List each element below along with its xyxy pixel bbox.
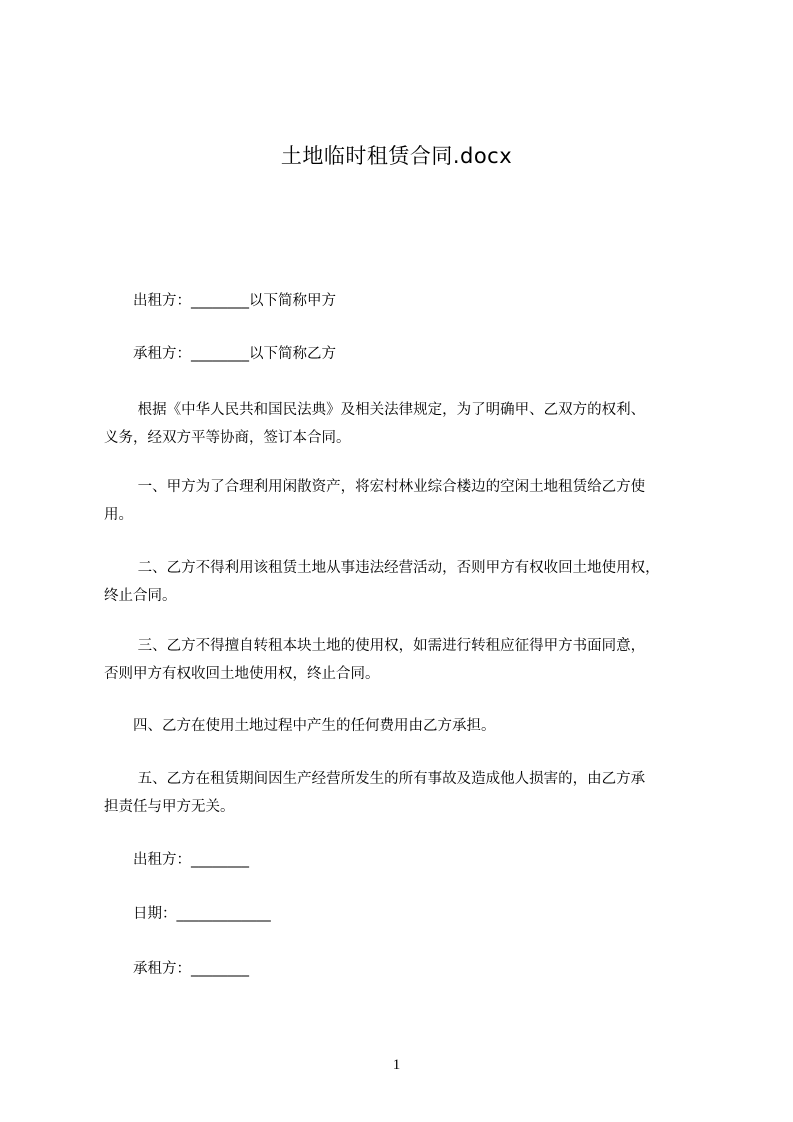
date-line: [104, 900, 704, 928]
paragraph-line: 出租方：________以下简称甲方: [104, 293, 336, 309]
paragraph-line: 否则甲方有权收回土地使用权，终止合同。: [104, 666, 380, 682]
lessee-signature-line: [104, 955, 704, 983]
paragraph-line: 五、乙方在租赁期间因生产经营所发生的所有事故及造成他人损害的，由乙方承: [104, 771, 646, 787]
paragraph-line: 根据《中华人民共和国民法典》及相关法律规定，为了明确甲、乙双方的权利、: [104, 402, 646, 418]
paragraph-line: 出租方：________: [104, 852, 249, 868]
paragraph-line: 四、乙方在使用土地过程中产生的任何费用由乙方承担。: [104, 718, 496, 734]
page-number: 1: [392, 1057, 401, 1073]
paragraph-line: 二、乙方不得利用该租赁土地从事违法经营活动，否则甲方有权收回土地使用权，: [104, 560, 660, 576]
paragraph-line: 三、乙方不得擅自转租本块土地的使用权，如需进行转租应征得甲方书面同意，: [104, 638, 646, 654]
paragraph-line: 一、甲方为了合理利用闲散资产，将宏村林业综合楼边的空闲土地租赁给乙方使: [104, 479, 646, 495]
clause-1: [104, 473, 704, 529]
lessee-clause: [104, 340, 704, 368]
clause-5: [104, 765, 704, 821]
clause-4: [104, 712, 704, 740]
clause-2: [104, 554, 704, 610]
lessor-clause: [104, 287, 704, 315]
paragraph-line: 担责任与甲方无关。: [104, 799, 235, 815]
clause-3: [104, 632, 704, 688]
paragraph-line: 义务，经双方平等协商，签订本合同。: [104, 430, 351, 446]
lessor-signature-line: [104, 846, 704, 874]
paragraph-line: 承租方：________以下简称乙方: [104, 346, 336, 362]
document-title: 土地临时租赁合同.docx: [280, 144, 513, 168]
paragraph-line: 终止合同。: [104, 588, 177, 604]
paragraph-line: 用。: [104, 507, 133, 523]
preamble-paragraph: [104, 396, 704, 452]
paragraph-line: 承租方：________: [104, 961, 249, 977]
paragraph-line: 日期：_____________: [104, 906, 271, 922]
